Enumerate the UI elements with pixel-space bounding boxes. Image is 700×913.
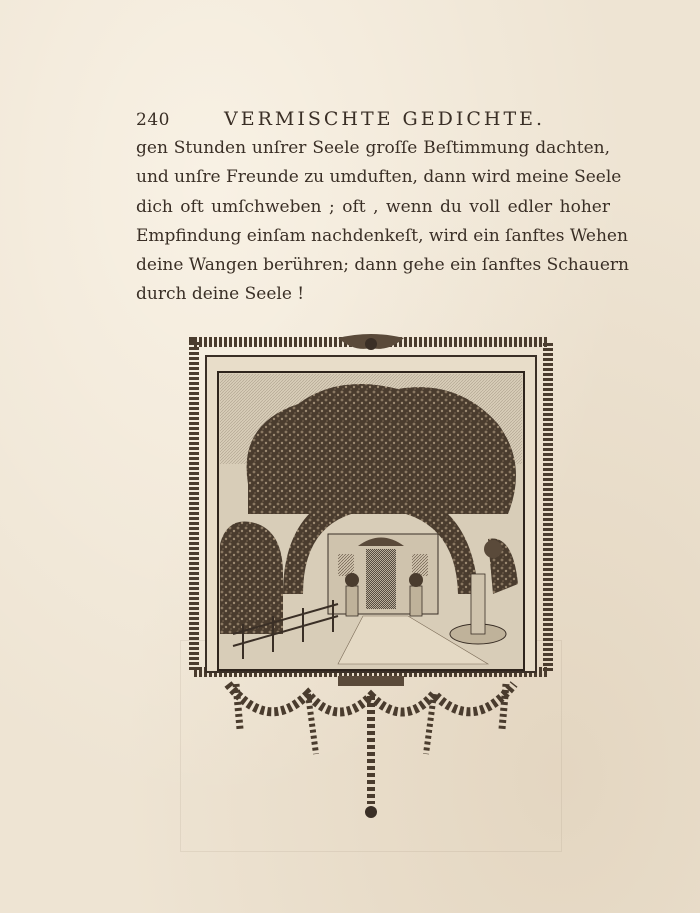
flower-garland (228, 676, 514, 818)
text-line: deine Wangen berühren; dann gehe ein ſanftes Schauern (136, 255, 629, 276)
engraved-vignette (188, 334, 554, 824)
text-line: durch deine Seele ! (136, 284, 305, 305)
garden-scene (218, 372, 524, 670)
text-line: gen Stunden unſrer Seele groſſe Beſtimmung dachten, (136, 138, 610, 158)
running-title: VERMISCHTE GEDICHTE. (224, 108, 546, 130)
text-line: und unſre Freunde zu umduften, dann wird meine Seele (136, 167, 622, 188)
text-line: Empfindung einſam nachdenkeſt, wird ein ſanftes Wehen (136, 225, 628, 246)
poem-text (136, 134, 629, 310)
page-number: 240 (136, 110, 170, 130)
page-header (136, 108, 556, 136)
text-line: dich oft umſchweben ; oft , wenn du voll edler hoher (136, 196, 610, 217)
